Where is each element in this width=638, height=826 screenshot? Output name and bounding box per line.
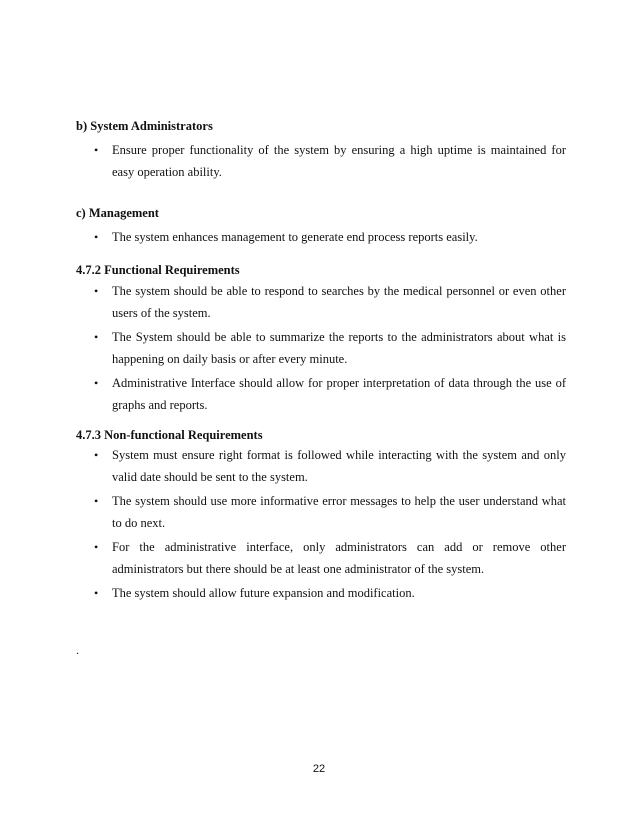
section-heading-non-functional-requirements: 4.7.3 Non-functional Requirements: [76, 428, 263, 442]
list-item: [76, 139, 566, 183]
bullet-list-management: [76, 226, 566, 250]
bullet-list-system-administrators: [76, 139, 566, 185]
bullet-icon: •: [94, 586, 99, 600]
bullet-icon: •: [94, 284, 99, 298]
section-heading-system-administrators: b) System Administrators: [76, 119, 213, 133]
bullet-list-functional-requirements: [76, 280, 566, 418]
list-item-text: Ensure proper functionality of the system by ensuring a high uptime is maintained for easy operation ability.: [112, 143, 566, 179]
section-heading-management: c) Management: [76, 206, 159, 220]
list-item: [76, 582, 566, 604]
list-item: [76, 536, 566, 580]
list-item: [76, 326, 566, 370]
list-item: [76, 444, 566, 488]
stray-mark: .: [76, 643, 79, 657]
list-item-text: The system enhances management to generate end process reports easily.: [112, 230, 478, 244]
list-item: [76, 490, 566, 534]
section-heading-functional-requirements: 4.7.2 Functional Requirements: [76, 263, 240, 277]
bullet-icon: •: [94, 376, 99, 390]
list-item-text: Administrative Interface should allow for proper interpretation of data through the use of graphs and reports.: [112, 376, 566, 412]
bullet-icon: •: [94, 143, 99, 157]
bullet-icon: •: [94, 330, 99, 344]
bullet-icon: •: [94, 230, 99, 244]
bullet-icon: •: [94, 540, 99, 554]
list-item: [76, 372, 566, 416]
list-item-text: For the administrative interface, only administrators can add or remove other administrators but there should be at least one administrator of the system.: [112, 540, 566, 576]
list-item-text: The system should be able to respond to searches by the medical personnel or even other users of the system.: [112, 284, 566, 320]
bullet-icon: •: [94, 448, 99, 462]
list-item-text: The System should be able to summarize the reports to the administrators about what is happening on daily basis or after every minute.: [112, 330, 566, 366]
bullet-icon: •: [94, 494, 99, 508]
page-number: 22: [312, 763, 326, 775]
list-item: [76, 280, 566, 324]
bullet-list-non-functional-requirements: [76, 444, 566, 606]
list-item-text: The system should use more informative error messages to help the user understand what to do next.: [112, 494, 566, 530]
list-item-text: The system should allow future expansion and modification.: [112, 586, 415, 600]
list-item: [76, 226, 566, 248]
list-item-text: System must ensure right format is followed while interacting with the system and only valid date should be sent to the system.: [112, 448, 566, 484]
